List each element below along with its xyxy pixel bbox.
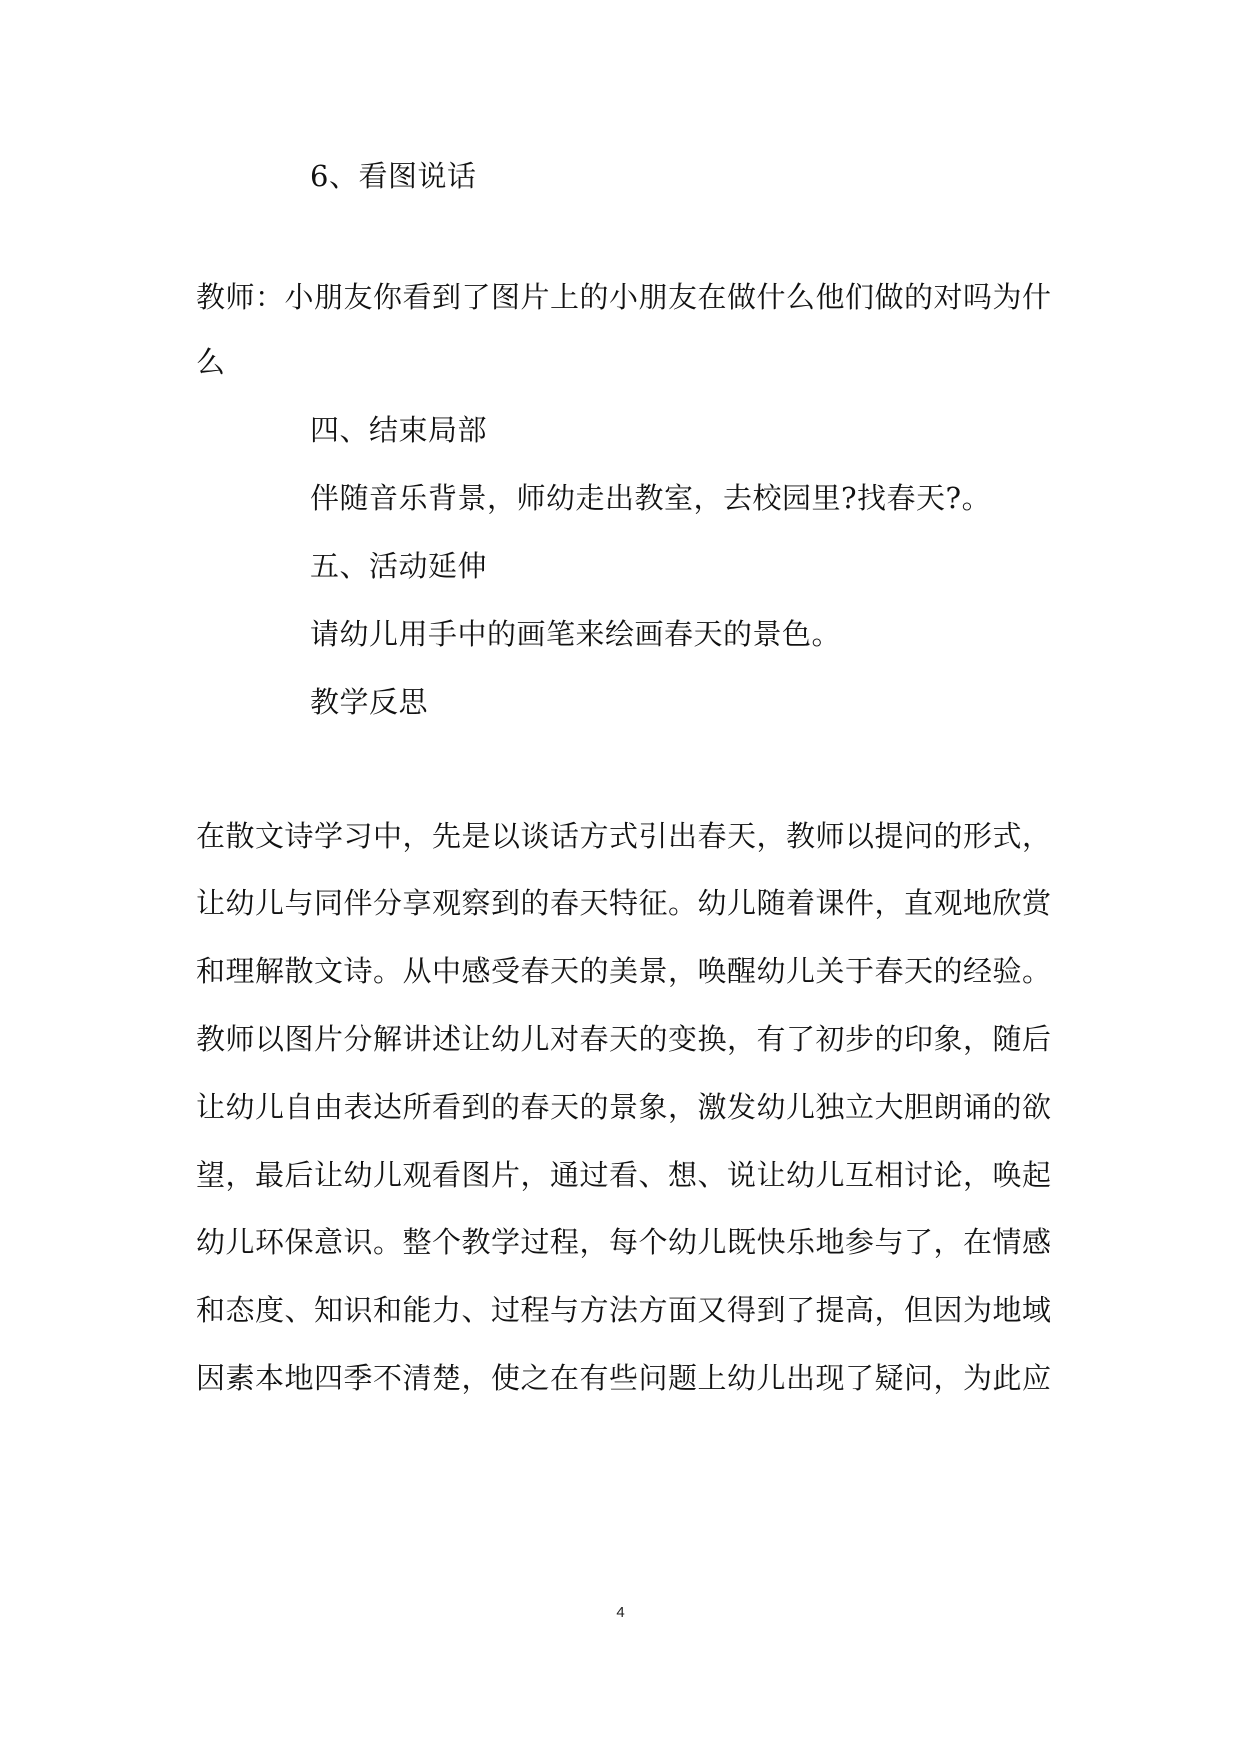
reflection-line: 和态度、知识和能力、过程与方法方面又得到了提高，但因为地域 bbox=[196, 1293, 1052, 1327]
reflection-line: 因素本地四季不清楚，使之在有些问题上幼儿出现了疑问，为此应 bbox=[196, 1361, 1052, 1395]
section-five-heading: 五、活动延伸 bbox=[310, 549, 488, 583]
heading-look-and-speak: 6、看图说话 bbox=[310, 159, 477, 193]
reflection-line: 让幼儿与同伴分享观察到的春天特征。幼儿随着课件，直观地欣赏 bbox=[196, 886, 1052, 920]
reflection-line: 幼儿环保意识。整个教学过程，每个幼儿既快乐地参与了，在情感 bbox=[196, 1225, 1052, 1259]
reflection-line: 望，最后让幼儿观看图片，通过看、想、说让幼儿互相讨论，唤起 bbox=[196, 1158, 1052, 1192]
reflection-line: 让幼儿自由表达所看到的春天的景象，激发幼儿独立大胆朗诵的欲 bbox=[196, 1090, 1052, 1124]
reflection-heading: 教学反思 bbox=[310, 685, 429, 719]
teacher-question-line-1: 教师：小朋友你看到了图片上的小朋友在做什么他们做的对吗为什 bbox=[196, 280, 1052, 314]
teacher-question-line-2: 么 bbox=[196, 345, 226, 379]
section-four-heading: 四、结束局部 bbox=[310, 413, 488, 447]
section-five-text: 请幼儿用手中的画笔来绘画春天的景色。 bbox=[310, 617, 842, 651]
reflection-line: 在散文诗学习中，先是以谈话方式引出春天，教师以提问的形式， bbox=[196, 819, 1052, 853]
reflection-line: 和理解散文诗。从中感受春天的美景，唤醒幼儿关于春天的经验。 bbox=[196, 954, 1052, 988]
page-number: 4 bbox=[616, 1604, 625, 1621]
reflection-line: 教师以图片分解讲述让幼儿对春天的变换，有了初步的印象，随后 bbox=[196, 1022, 1052, 1056]
section-four-text: 伴随音乐背景，师幼走出教室，去校园里?找春天?。 bbox=[310, 481, 992, 515]
